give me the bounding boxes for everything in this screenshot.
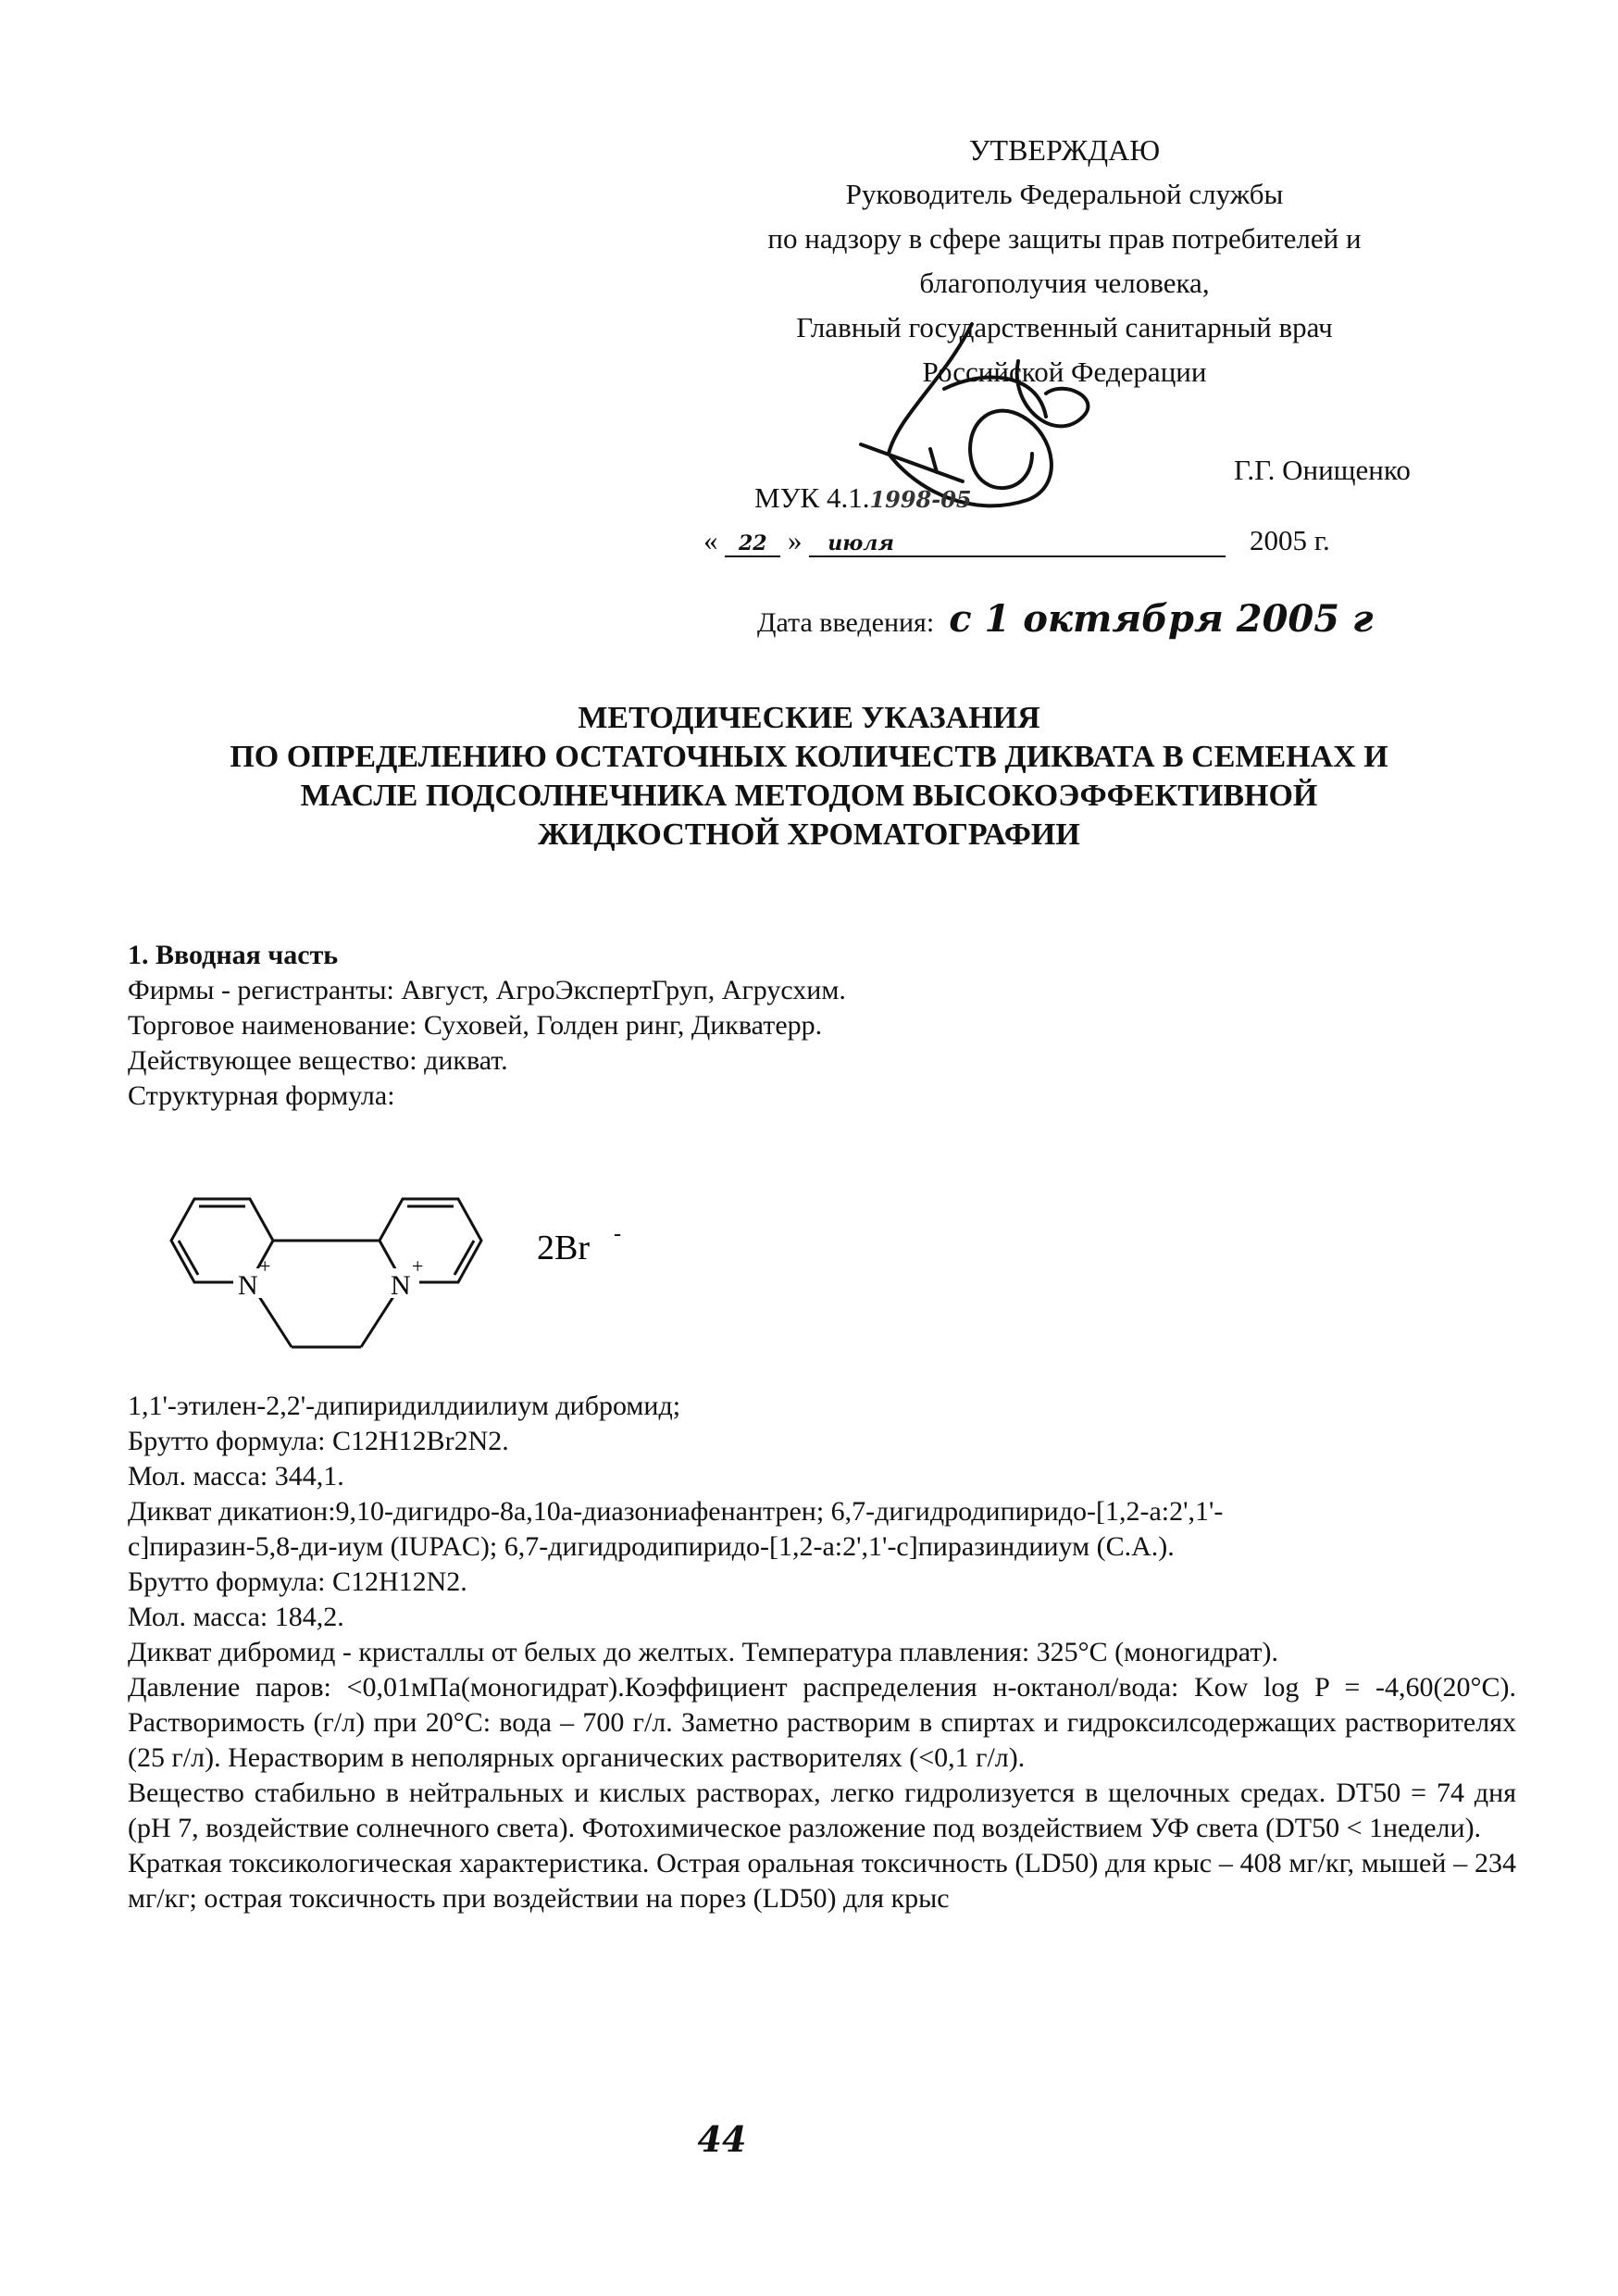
approval-line: благополучия человека,: [919, 267, 1210, 299]
dication-line: c]пиразин-5,8-ди-иум (IUPAC); 6,7-дигидродипиридо-[1,2-a:2',1'-c]пиразиндииум (C.A.).: [128, 1531, 1175, 1562]
firms-line: Фирмы - регистранты: Август, АгроЭкспертГруп, Агрусхим.: [128, 975, 846, 1005]
properties-block: [128, 1389, 1516, 1916]
molar-mass-line: Мол. масса: 344,1.: [128, 1461, 344, 1491]
date-month: июля: [809, 531, 1226, 557]
title-line: ЖИДКОСТНОЙ ХРОМАТОГРАФИИ: [538, 817, 1080, 852]
brutto-label: Брутто формула:: [128, 1566, 332, 1597]
intro-date: [757, 597, 1498, 641]
title-line: МЕТОДИЧЕСКИЕ УКАЗАНИЯ: [578, 701, 1040, 735]
approval-heading: УТВЕРЖДАЮ: [968, 133, 1161, 167]
date-year: 2005 г.: [1250, 524, 1330, 556]
trade-name-line: Торговое наименование: Суховей, Голден ринг, Дикватерр.: [128, 1010, 823, 1041]
page-number: 44: [697, 2118, 747, 2160]
dication-line: Дикват дикатион:9,10-дигидро-8a,10a-диазониафенантрен; 6,7-дигидродипиридо-[1,2-a:2',1'-: [128, 1496, 1224, 1527]
approval-line: Руководитель Федеральной службы: [845, 178, 1284, 210]
nitrogen-left: N: [238, 1270, 258, 1301]
date-day: 22: [725, 531, 780, 557]
stability-paragraph: Вещество стабильно в нейтральных и кислых растворах, легко гидролизуется в щелочных средах. DT50 = 74 дня (pH 7, воздействие солнечного света). Фотохимическое разложение под воздействием УФ света (DT50 < 1недели).: [128, 1778, 1516, 1843]
counter-ion: 2Br: [537, 1229, 590, 1267]
date-close-quote: »: [788, 524, 803, 556]
approval-line: Российской Федерации: [922, 356, 1207, 388]
brutto-formula: C12H12Br2N2.: [331, 1426, 509, 1456]
active-substance-line: Действующее вещество: дикват.: [128, 1045, 508, 1076]
molar-mass-line: Мол. масса: 184,2.: [128, 1602, 344, 1632]
muk-number: 1998-05: [869, 486, 972, 513]
crystals-paragraph: Дикват дибромид - кристаллы от белых до желтых. Температура плавления: 325°C (моногидрат).: [128, 1637, 1278, 1667]
brutto-formula: C12H12N2.: [331, 1566, 467, 1597]
brutto-formula-line: [128, 1565, 1516, 1600]
chemical-name: 1,1'-этилен-2,2'-дипиридилдиилиум дибромид;: [128, 1391, 681, 1421]
brutto-formula-line: [128, 1424, 1516, 1459]
section-heading: 1. Вводная часть: [128, 940, 339, 970]
signer-name: Г.Г. Онищенко: [1234, 454, 1411, 486]
intro-label: Дата введения:: [757, 607, 935, 638]
approval-line: по надзору в сфере защиты прав потребителей и: [767, 222, 1362, 255]
vapor-pressure-paragraph: Давление паров: <0,01мПа(моногидрат).Коэффициент распределения н-октанол/вода: Kow log P = -4,60(20°C). Растворимость (г/л) при 20°C: вода – 700 г/л. Заметно растворим в спиртах и гидроксилсодержащих растворителях (25 г/л). Нерастворим в неполярных органических растворителях (<0,1 г/л).: [128, 1672, 1516, 1773]
section-intro: [128, 938, 1516, 1114]
counter-ion-charge: -: [614, 1222, 621, 1246]
intro-handwritten-date: с 1 октября 2005 г: [949, 597, 1374, 641]
charge-left: +: [259, 1254, 271, 1278]
charge-right: +: [412, 1254, 424, 1278]
brutto-label: Брутто формула:: [128, 1426, 332, 1456]
approval-date-line: [703, 524, 1537, 567]
toxicity-paragraph: Краткая токсикологическая характеристика. Острая оральная токсичность (LD50) для крыс – 408 мг/кг, мышей – 234 мг/кг; острая токсичность при воздействии на порез (LD50) для крыс: [128, 1848, 1516, 1914]
title-line: ПО ОПРЕДЕЛЕНИЮ ОСТАТОЧНЫХ КОЛИЧЕСТВ ДИКВАТА В СЕМЕНАХ И: [230, 740, 1388, 774]
structure-label: Структурная формула:: [128, 1080, 395, 1111]
date-open-quote: «: [703, 524, 718, 556]
nitrogen-right: N: [391, 1270, 411, 1301]
muk-prefix: МУК 4.1.: [754, 481, 870, 514]
approval-line: Главный государственный санитарный врач: [796, 311, 1333, 343]
muk-line: [754, 481, 972, 515]
document-title: [93, 699, 1525, 855]
title-line: МАСЛЕ ПОДСОЛНЕЧНИКА МЕТОДОМ ВЫСОКОЭФФЕКТИВНОЙ: [300, 779, 1318, 813]
structural-formula: [130, 1134, 648, 1375]
